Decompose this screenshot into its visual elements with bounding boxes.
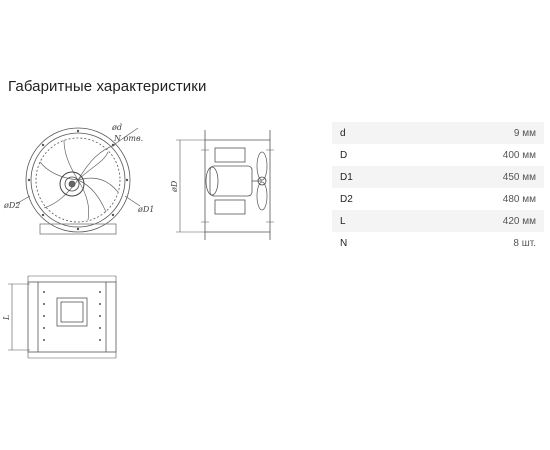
spec-row — [332, 188, 544, 210]
spec-value: 8 шт. — [513, 237, 536, 249]
spec-table — [332, 122, 544, 254]
spec-row — [332, 210, 544, 232]
front-view-drawing — [16, 128, 140, 234]
dim-label-length: L — [2, 314, 11, 320]
spec-row — [332, 166, 544, 188]
spec-row — [332, 122, 544, 144]
spec-value: 420 мм — [410, 210, 544, 232]
spec-row — [332, 144, 544, 166]
side-view-drawing — [176, 130, 274, 240]
spec-value: 400 мм — [502, 149, 536, 161]
spec-value: 480 мм — [502, 193, 536, 205]
spec-key: L — [332, 210, 410, 232]
spec-row — [332, 232, 544, 254]
dim-label-d-front: øD — [170, 180, 179, 192]
bottom-view-drawing — [8, 276, 116, 358]
spec-key: D1 — [332, 166, 410, 188]
dim-label-d: ød — [112, 123, 122, 132]
spec-value: 9 мм — [410, 122, 544, 144]
spec-key: d — [332, 122, 410, 144]
section-title: Габаритные характеристики — [8, 78, 207, 95]
spec-value: 450 мм — [410, 166, 544, 188]
spec-key: D2 — [340, 193, 353, 205]
dim-label-d2: øD2 — [4, 201, 21, 210]
dim-label-d1: øD1 — [138, 205, 155, 214]
dim-label-n-holes: N отв. — [114, 134, 144, 143]
spec-key: D — [340, 149, 348, 161]
spec-key: N — [340, 237, 348, 249]
